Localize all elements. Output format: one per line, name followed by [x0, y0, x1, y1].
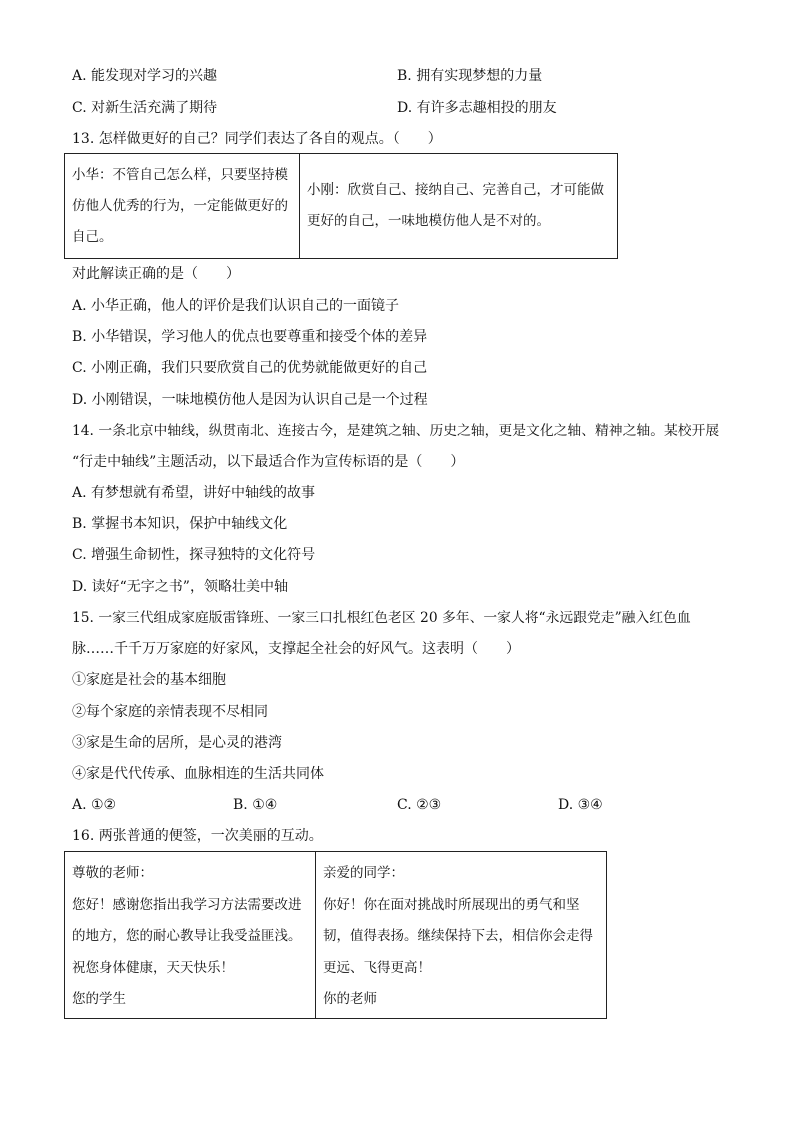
teacher-note-greeting: 亲爱的同学：	[323, 865, 404, 881]
teacher-note-body: 你好！你在面对挑战时所展现出的勇气和坚韧，值得表扬。继续保持下去，相信你会走得更远、飞得更高！	[323, 896, 593, 976]
q15-option-d: D. ③④	[558, 797, 603, 813]
q13-option-c: C. 小刚正确，我们只要欣赏自己的优势就能做更好的自己	[72, 360, 428, 376]
q13-option-a: A. 小华正确，他人的评价是我们认识自己的一面镜子	[72, 298, 400, 314]
q15-stem-line2: 脉……千千万万家庭的好家风，支撑起全社会的好风气。这表明（ ）	[72, 641, 520, 657]
q15-stem-line1: 15. 一家三代组成家庭版雷锋班、一家三口扎根红色老区 20 多年、一家人将“永远跟党走”融入红色血	[72, 610, 691, 626]
q16-student-note	[65, 852, 315, 1018]
q16-stem: 16. 两张普通的便签，一次美丽的互动。	[72, 828, 323, 844]
q13-opinion-table	[64, 153, 618, 259]
q15-statement-4: ④家是代代传承、血脉相连的生活共同体	[72, 766, 324, 782]
q13-stem: 13. 怎样做更好的自己？同学们表达了各自的观点。（ ）	[72, 131, 442, 147]
q14-stem-line1: 14. 一条北京中轴线，纵贯南北、连接古今，是建筑之轴、历史之轴，更是文化之轴、精神之轴。某校开展	[72, 423, 720, 439]
q12-option-b: B. 拥有实现梦想的力量	[397, 68, 543, 84]
q15-statement-3: ③家是生命的居所，是心灵的港湾	[72, 735, 282, 751]
q13-option-b: B. 小华错误，学习他人的优点也要尊重和接受个体的差异	[72, 329, 428, 345]
teacher-note-signature: 你的老师	[323, 991, 377, 1007]
q16-notes-table	[64, 851, 607, 1019]
q15-option-c: C. ②③	[397, 797, 442, 813]
q13-option-d: D. 小刚错误，一味地模仿他人是因为认识自己是一个过程	[72, 392, 428, 408]
q13-opinion-xiaogang: 小刚：欣赏自己、接纳自己、完善自己，才可能做更好的自己，一味地模仿他人是不对的。	[299, 154, 617, 258]
q15-option-a: A. ①②	[72, 797, 117, 813]
q14-option-a: A. 有梦想就有希望，讲好中轴线的故事	[72, 485, 316, 501]
q12-option-d: D. 有许多志趣相投的朋友	[397, 100, 557, 116]
student-note-signature: 您的学生	[72, 991, 126, 1007]
q12-option-a: A. 能发现对学习的兴趣	[72, 68, 218, 84]
q13-prompt: 对此解读正确的是（ ）	[72, 266, 240, 282]
student-note-greeting: 尊敬的老师：	[72, 865, 153, 881]
student-note-wish: 祝您身体健康，天天快乐！	[72, 959, 234, 976]
q15-statement-1: ①家庭是社会的基本细胞	[72, 672, 226, 688]
q14-option-d: D. 读好“无字之书”，领略壮美中轴	[72, 579, 288, 595]
q16-teacher-note	[315, 852, 606, 1018]
q15-option-b: B. ①④	[233, 797, 278, 813]
q12-option-c: C. 对新生活充满了期待	[72, 100, 218, 116]
q14-option-b: B. 掌握书本知识，保护中轴线文化	[72, 516, 288, 532]
student-note-body: 您好！感谢您指出我学习方法需要改进的地方，您的耐心教导让我受益匪浅。	[72, 896, 302, 944]
q13-opinion-xiaohua: 小华：不管自己怎么样，只要坚持模仿他人优秀的行为，一定能做更好的自己。	[72, 167, 288, 245]
q14-stem-line2: “行走中轴线”主题活动，以下最适合作为宣传标语的是（ ）	[72, 454, 465, 470]
q14-option-c: C. 增强生命韧性，探寻独特的文化符号	[72, 547, 316, 563]
q15-statement-2: ②每个家庭的亲情表现不尽相同	[72, 704, 268, 720]
